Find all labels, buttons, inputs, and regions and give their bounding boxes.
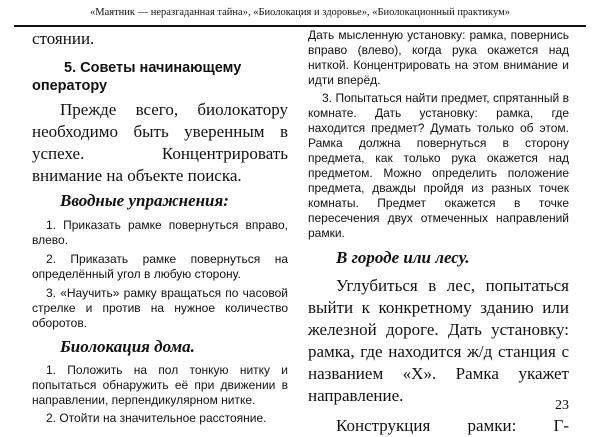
right-paragraph-2: 3. Попытаться найти предмет, спрятанный в комнате. Дать установку: рамка, где находится предмет? Думать только об этом. Рамка должна повернуться в сторону предмета, как только рука окажется над предметом. Можно определить положение предмета, дважды пройдя из разных точек комнаты. Предмет окажется в точке пересечения двух отмеченных направлений рамки. [308,91,569,240]
home-heading: Биолокация дома. [60,337,195,356]
running-title: «Маятник — неразгаданная тайна», «Биолокация и здоровье», «Биолокационный практикум» [90,7,510,18]
home-item-2: 2. Отойти на значительное расстояние. [46,411,267,425]
construction-paragraph: Конструкция рамки: Г- [336,416,569,435]
left-column [32,28,288,426]
intro-paragraph: Прежде всего, биолокатору необходимо быть уверенным в успехе. Концентрировать внимание на объекте поиска. [32,100,288,185]
right-column [308,28,569,437]
city-heading: В городе или лесу. [336,248,470,267]
running-header [14,3,586,27]
section-title-line1: 5. Советы начинающему [64,60,242,76]
right-paragraph-1: Дать мысленную установку: рамка, повернись вправо (влево), когда рука окажется над ниткой. Концентрировать на этом внимание и идти вперёд. [308,28,569,87]
continued-text: стоянии. [32,29,95,48]
page-number: 23 [555,398,569,413]
exercise-1: 1. Приказать рамке повернуться вправо, влево. [32,218,288,247]
home-item-1: 1. Положить на пол тонкую нитку и попытаться обнаружить её при движении в направлении, перпендикулярном нитке. [32,363,288,407]
section-title [32,59,288,95]
exercise-2: 2. Приказать рамке повернуться на определённый угол в любую сторону. [32,252,288,281]
section-title-line2: оператору [32,78,108,94]
exercises-heading: Вводные упражнения: [60,191,229,210]
city-paragraph: Углубиться в лес, попытаться выйти к конкретному зданию или железной дороге. Дать установку: рамка, где находится ж/д станция с названием «Х». Рамка укажет направление. [308,276,569,405]
exercise-3: 3. «Научить» рамку вращаться по часовой стрелке и против на нужное количество оборотов. [32,286,288,330]
